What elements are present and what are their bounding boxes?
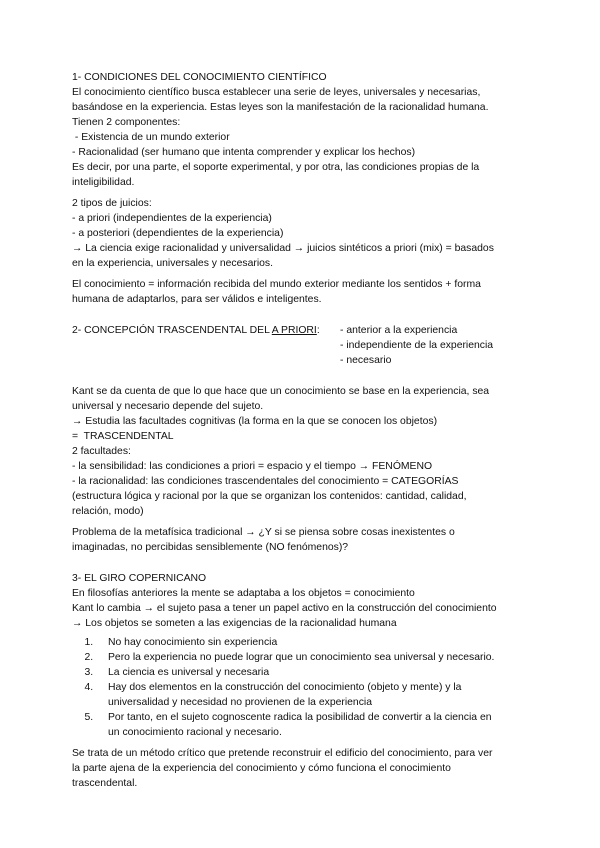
text-line: - Racionalidad (ser humano que intenta comprender y explicar los hechos)	[72, 147, 416, 158]
text-line: en la experiencia, universales y necesarios.	[72, 258, 273, 269]
text-line: Se trata de un método crítico que pretende reconstruir el edificio del conocimiento, para ver	[72, 748, 493, 759]
text-line: 2 facultades:	[72, 446, 131, 457]
text-line: trascendental.	[72, 778, 138, 789]
list-item-text: un conocimiento racional y necesario.	[108, 727, 282, 738]
section-1-title: 1- CONDICIONES DEL CONOCIMIENTO CIENTÍFICO	[72, 72, 327, 83]
list-item	[96, 710, 532, 740]
list-item-text: 1. No hay conocimiento sin experiencia	[108, 637, 278, 648]
giro-copernicano-list	[72, 635, 532, 740]
text-line: Es decir, por una parte, el soporte experimental, y por otra, las condiciones propias de la	[72, 162, 480, 173]
text-line: - a posteriori (dependientes de la experiencia)	[72, 228, 284, 239]
section-1-intro	[72, 85, 532, 190]
section-2-body	[72, 384, 532, 519]
list-item-text: universalidad y necesidad no provienen de la experiencia	[108, 697, 372, 708]
text-line: Kant lo cambia → el sujeto pasa a tener un papel activo en la construcción del conocimiento	[72, 603, 497, 614]
section-1-conocimiento	[72, 277, 532, 307]
text-line: 2 tipos de juicios:	[72, 198, 152, 209]
text-line: - la sensibilidad: las condiciones a priori = espacio y el tiempo → FENÓMENO	[72, 461, 433, 472]
section-2-title-suffix: :	[316, 325, 320, 336]
list-item-text: 3. La ciencia es universal y necesaria	[108, 667, 270, 678]
text-line: imaginadas, no percibidas sensiblemente (NO fenómenos)?	[72, 542, 349, 553]
list-item-text: 4. Hay dos elementos en la construcción del conocimiento (objeto y mente) y la	[108, 682, 462, 693]
section-1-juicios	[72, 196, 532, 271]
text-line: - a priori (independientes de la experiencia)	[72, 213, 272, 224]
text-line: universal y necesario depende del sujeto.	[72, 401, 264, 412]
document-page	[72, 70, 532, 791]
list-item-text: 5. Por tanto, en el sujeto cognoscente radica la posibilidad de convertir a la ciencia en	[108, 712, 492, 723]
list-item-text: 2. Pero la experiencia no puede lograr que un conocimiento sea universal y necesario.	[108, 652, 495, 663]
list-item	[96, 680, 532, 710]
text-line: inteligibilidad.	[72, 177, 135, 188]
a-priori-properties	[340, 323, 493, 368]
text-line: basándose en la experiencia. Estas leyes son la manifestación de la racionalidad humana.	[72, 102, 489, 113]
text-line: El conocimiento científico busca establecer una serie de leyes, universales y necesarias,	[72, 87, 481, 98]
text-line: = TRASCENDENTAL	[72, 431, 174, 442]
section-2-title	[72, 323, 340, 368]
section-2-title-prefix: 2- CONCEPCIÓN TRASCENDENTAL DEL	[72, 325, 272, 336]
text-line: - la racionalidad: las condiciones trascendentales del conocimiento = CATEGORÍAS	[72, 476, 459, 487]
section-2-problem	[72, 525, 532, 555]
section-3-intro	[72, 586, 532, 631]
text-line: humana de adaptarlos, para ser válidos e inteligentes.	[72, 294, 322, 305]
text-line: → Los objetos se someten a las exigencias de la racionalidad humana	[72, 618, 397, 629]
property-item: - necesario	[340, 355, 392, 366]
section-3-conclusion	[72, 746, 532, 791]
list-item	[96, 650, 532, 665]
section-3-title: 3- EL GIRO COPERNICANO	[72, 573, 207, 584]
property-item: - anterior a la experiencia	[340, 325, 458, 336]
text-line: En filosofías anteriores la mente se adaptaba a los objetos = conocimiento	[72, 588, 415, 599]
text-line: El conocimiento = información recibida del mundo exterior mediante los sentidos + forma	[72, 279, 481, 290]
text-line: - Existencia de un mundo exterior	[72, 132, 230, 143]
section-2-header	[72, 323, 532, 368]
text-line: → La ciencia exige racionalidad y universalidad → juicios sintéticos a priori (mix) = basados	[72, 243, 494, 254]
section-2-title-underlined: A PRIORI	[271, 325, 317, 336]
property-item: - independiente de la experiencia	[340, 340, 494, 351]
text-line: la parte ajena de la experiencia del conocimiento y cómo funciona el conocimiento	[72, 763, 451, 774]
list-item	[96, 635, 532, 650]
text-line: Problema de la metafísica tradicional → ¿Y si se piensa sobre cosas inexistentes o	[72, 527, 455, 538]
list-item	[96, 665, 532, 680]
text-line: Tienen 2 componentes:	[72, 117, 181, 128]
text-line: relación, modo)	[72, 506, 144, 517]
text-line: (estructura lógica y racional por la que se organizan los contenidos: cantidad, calidad,	[72, 491, 467, 502]
text-line: Kant se da cuenta de que lo que hace que un conocimiento se base en la experiencia, sea	[72, 386, 490, 397]
text-line: → Estudia las facultades cognitivas (la forma en la que se conocen los objetos)	[72, 416, 438, 427]
